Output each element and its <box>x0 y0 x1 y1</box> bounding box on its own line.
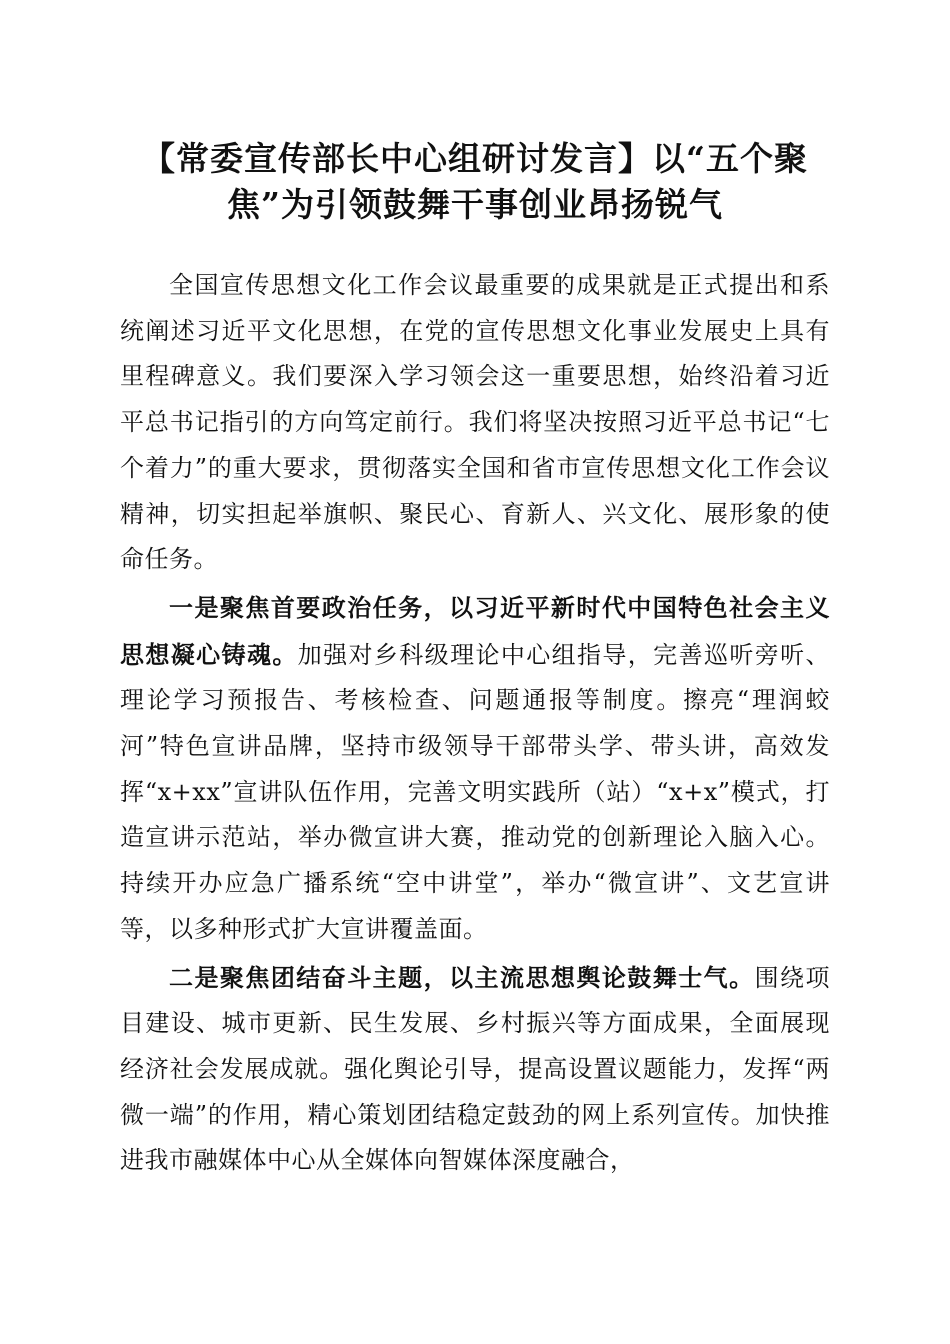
paragraph-lead: 一是聚焦首要政治任务，以习近平新时代中国特色社会主义思想凝心铸魂。 <box>120 592 830 669</box>
paragraph-lead: 二是聚焦团结奋斗主题，以主流思想舆论鼓舞士气。 <box>169 962 755 992</box>
paragraph-text: 全国宣传思想文化工作会议最重要的成果就是正式提出和系统阐述习近平文化思想，在党的宣传思想文化事业发展史上具有里程碑意义。我们要深入学习领会这一重要思想，始终沿着习近平总书记指引的方向笃定前行。我们将坚决按照习近平总书记“七个着力”的重大要求，贯彻落实全国和省市宣传思想文化工作会议精神，切实担起举旗帜、聚民心、育新人、兴文化、展形象的使命任务。 <box>120 271 830 574</box>
paragraph-text: 围绕项目建设、城市更新、民生发展、乡村振兴等方面成果，全面展现经济社会发展成就。强化舆论引导，提高设置议题能力，发挥“两微一端”的作用，精心策划团结稳定鼓劲的网上系列宣传。加快推进我市融媒体中心从全媒体向智媒体深度融合， <box>120 963 830 1175</box>
document-title: 【常委宣传部长中心组研讨发言】以“五个聚焦”为引领鼓舞干事创业昂扬锐气 <box>142 139 808 224</box>
paragraph-point-one <box>120 585 830 953</box>
paragraph-intro <box>120 262 830 583</box>
paragraph-point-two <box>120 955 830 1185</box>
paragraph-text: 加强对乡科级理论中心组指导，完善巡听旁听、理论学习预报告、考核检查、问题通报等制度。擦亮“理润蛟河”特色宣讲品牌，坚持市级领导干部带头学、带头讲，高效发挥“x+xx”宣讲队伍作用，完善文明实践所（站）“x+x”模式，打造宣讲示范站，举办微宣讲大赛，推动党的创新理论入脑入心。持续开办应急广播系统“空中讲堂”，举办“微宣讲”、文艺宣讲等，以多种形式扩大宣讲覆盖面。 <box>120 640 831 943</box>
document-body <box>120 262 830 1186</box>
